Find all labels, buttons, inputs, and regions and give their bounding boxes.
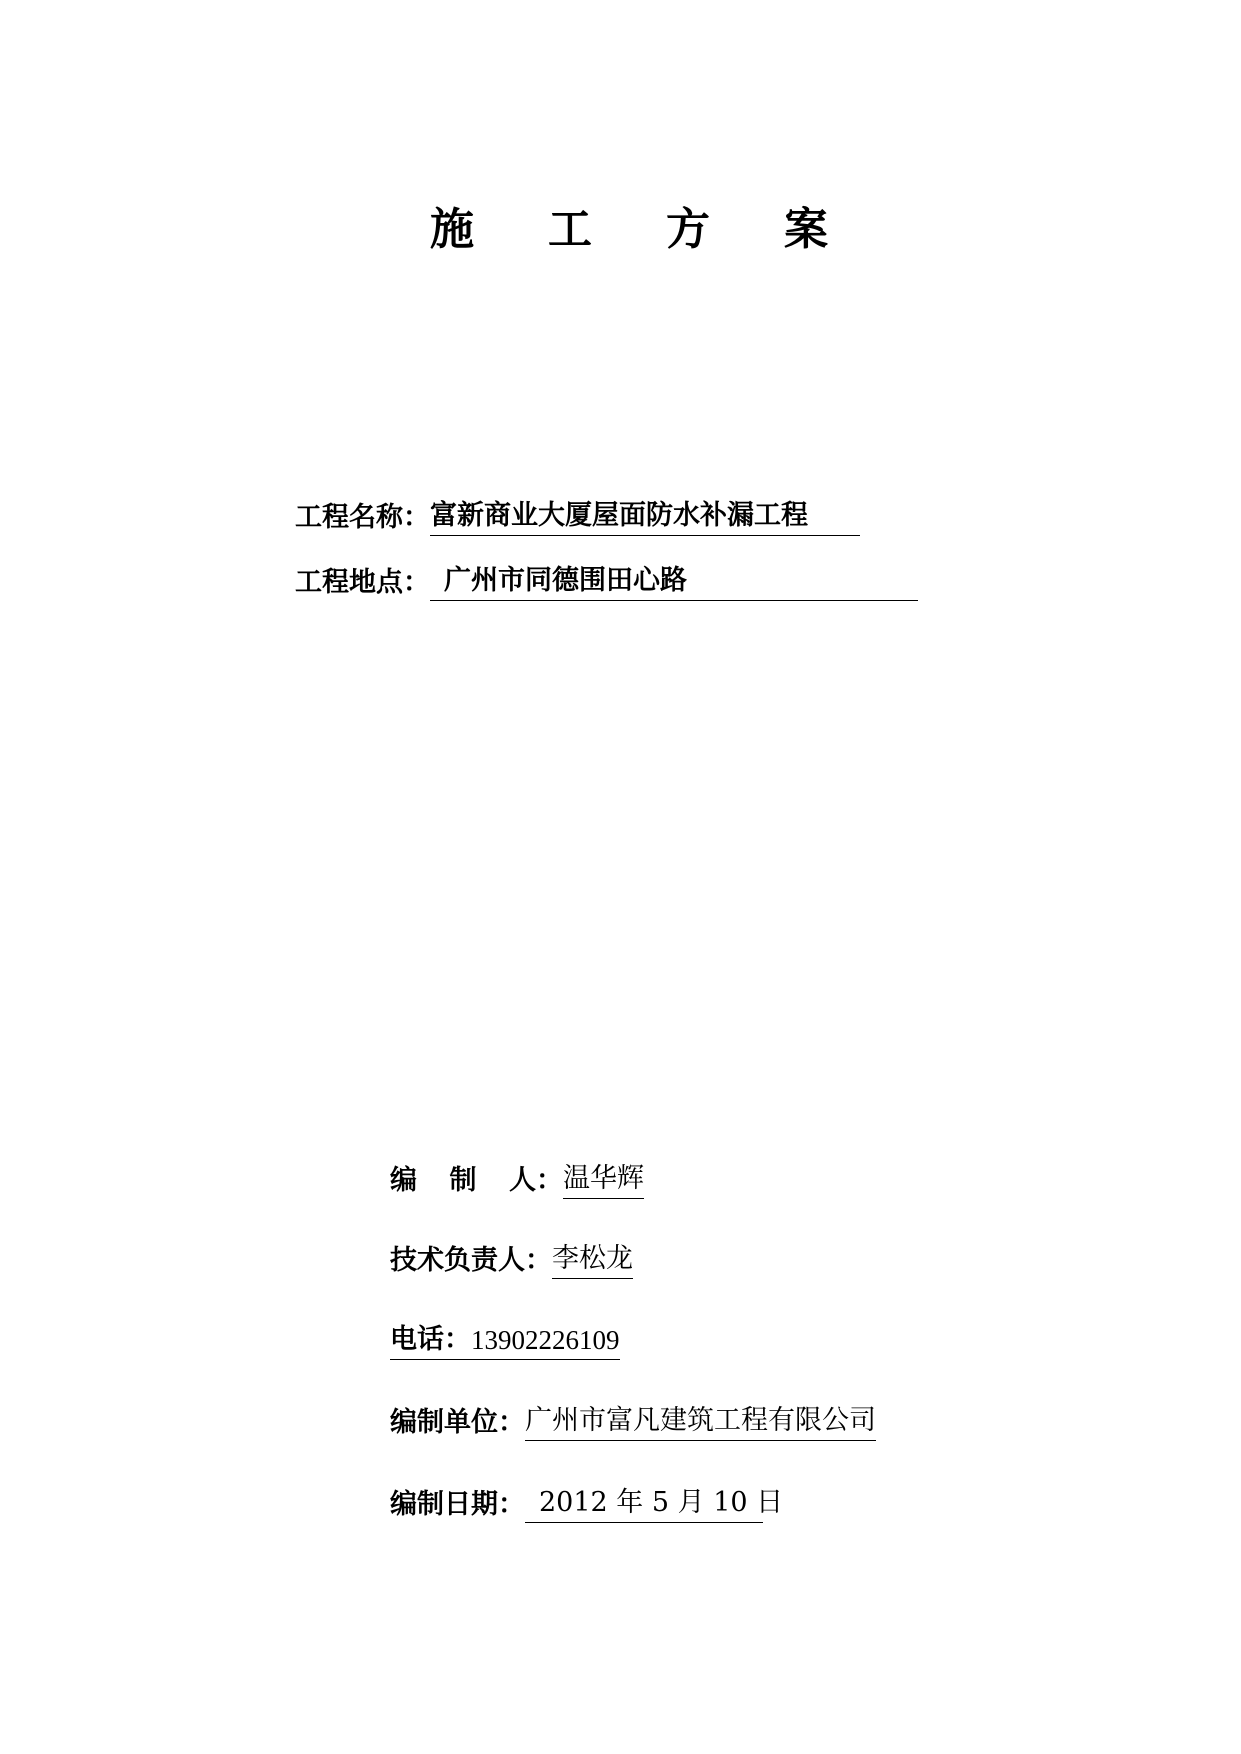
phone-label: 电话：	[390, 1322, 471, 1360]
compiler-row	[390, 1159, 644, 1199]
date-value: 2012 年 5 月 10 日	[525, 1485, 763, 1523]
tech-lead-value: 李松龙	[552, 1241, 633, 1279]
compiler-value: 温华辉	[563, 1161, 644, 1199]
title-char-4: 案	[784, 204, 828, 255]
date-row	[390, 1483, 784, 1523]
project-location-label: 工程地点：	[295, 567, 430, 598]
title-char-3: 方	[666, 204, 710, 255]
project-name-row	[295, 496, 860, 536]
date-label: 编制日期：	[390, 1489, 525, 1520]
compiler-label-colon: ：	[536, 1165, 563, 1196]
compiler-label-char-1: 编	[390, 1165, 417, 1196]
phone-value: 13902226109	[471, 1322, 620, 1360]
document-title	[430, 200, 828, 260]
project-name-value: 富新商业大厦屋面防水补漏工程	[430, 498, 860, 536]
project-location-value: 广州市同德围田心路	[430, 563, 918, 601]
project-location-row	[295, 561, 918, 601]
compiler-label-char-2: 制	[449, 1165, 477, 1196]
title-char-2: 工	[548, 204, 592, 255]
project-name-label: 工程名称：	[295, 502, 430, 533]
phone-row	[390, 1320, 620, 1360]
title-char-1: 施	[430, 204, 474, 255]
tech-lead-row	[390, 1239, 633, 1279]
compiler-label-char-3: 人	[509, 1165, 536, 1196]
compiler-label	[390, 1163, 536, 1199]
unit-label: 编制单位：	[390, 1407, 525, 1438]
tech-lead-label: 技术负责人：	[390, 1245, 552, 1276]
unit-row	[390, 1401, 876, 1441]
unit-value: 广州市富凡建筑工程有限公司	[525, 1403, 876, 1441]
